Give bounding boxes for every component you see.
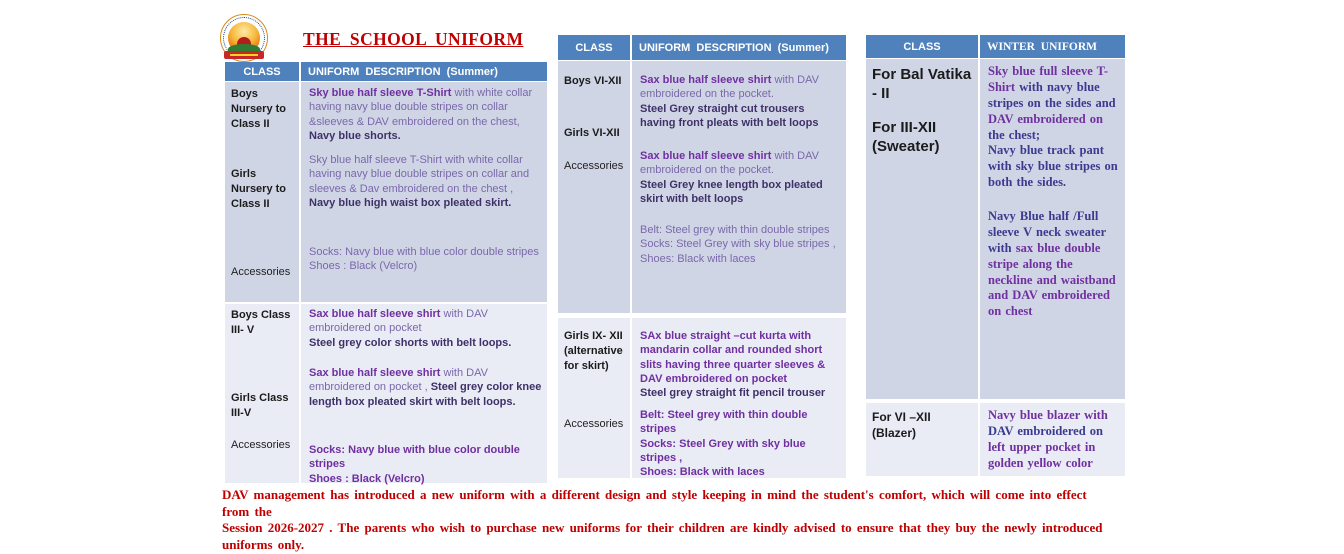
description-cell [980, 403, 1125, 476]
uniform-description [309, 307, 542, 350]
description-cell [301, 82, 547, 302]
class-label: Boys VI-XII [564, 75, 622, 87]
text-line: Steel Grey straight cut trousers having front pleats with belt loops [640, 102, 819, 129]
text-line: Steel grey straight fit pencil trouser [640, 387, 826, 400]
class-cell [225, 82, 299, 302]
class-label: Accessories [564, 418, 624, 430]
description-cell [632, 318, 846, 478]
winter-description [988, 209, 1120, 320]
table-header-row [558, 35, 846, 60]
class-label: Boys Nursery to Class II [231, 88, 287, 130]
text-line [640, 73, 841, 102]
text-line: Socks: Navy blue with blue color double stripes [309, 444, 520, 471]
uniform-description [309, 86, 542, 143]
text-line: Shoes: Black with laces [640, 466, 765, 479]
winter-column-header: WINTER UNIFORM [980, 35, 1125, 58]
text-run: Navy blue blazer with [988, 408, 1108, 422]
text-line: Socks: Navy blue with blue color double stripes [309, 246, 539, 258]
class-label: Accessories [231, 266, 291, 278]
description-cell [632, 61, 846, 313]
text-run: Sax blue half sleeve shirt [309, 367, 441, 379]
description-cell [980, 59, 1125, 399]
logo-ribbon [224, 51, 264, 59]
class-label: Accessories [564, 160, 624, 172]
uniform-description [640, 73, 841, 130]
accessories-description [640, 408, 841, 479]
class-cell [558, 61, 630, 313]
logo-sunrise-emblem [228, 22, 260, 54]
class-cell [558, 318, 630, 478]
text-run: Sky blue full sleeve T-Shirt [988, 64, 1108, 94]
text-line: Shoes : Black (Velcro) [309, 472, 425, 485]
accessories-description [309, 245, 542, 274]
text-run: Sky blue half sleeve T-Shirt with white collar having navy blue double stripes on collar and sleeves & Dav embroidered on the chest , [309, 154, 530, 195]
accessories-description [640, 223, 841, 266]
text-line: Steel grey color shorts with belt loops. [309, 336, 512, 349]
text-run: Sky blue half sleeve T-Shirt [309, 87, 452, 99]
text-line [309, 307, 542, 336]
footer-line: uniforms only. [222, 536, 305, 552]
footer-line: DAV management has introduced a new uniform with a different design and style keeping in mind the student's comfort, which will come into effect from the [222, 487, 1087, 519]
text-run: Sax blue half sleeve shirt [640, 150, 772, 162]
text-line: SAx blue straight –cut kurta with mandarin collar and rounded short slits having three quarter sleeves & DAV embroidered on pocket [640, 330, 826, 385]
text-line: Steel Grey knee length box pleated skirt with belt loops [640, 178, 823, 205]
row-group-ix-xii-kurta [558, 318, 846, 478]
uniform-description [640, 149, 841, 206]
table-header-row [225, 62, 547, 81]
text-run: DAV embroidered on [988, 423, 1103, 438]
class-label: Girls Class III-V [231, 392, 289, 419]
text-line: Shoes: Black with laces [640, 252, 756, 265]
class-label: Girls Nursery to Class II [231, 168, 287, 210]
text-line [640, 149, 841, 178]
text-run: with navy blue stripes on the sides and [988, 79, 1116, 110]
page-title: THE SCHOOL UNIFORM [303, 29, 524, 49]
class-label: Girls VI-XII [564, 127, 620, 139]
text-run: with DAV embroidered on pocket [309, 308, 488, 335]
class-cell [225, 304, 299, 483]
text-run: Steel grey color knee length box pleated skirt with belt loops. [309, 381, 542, 408]
class-column-header: CLASS [225, 62, 299, 81]
text-line: Socks: Steel Grey with sky blue stripes , [640, 437, 806, 464]
text-run: with DAV embroidered on the pocket. [640, 74, 819, 101]
class-label: Boys Class III- V [231, 309, 291, 336]
text-line: Navy blue track pant with sky blue stripes on both the sides. [988, 143, 1118, 190]
row-group-winter-blazer [866, 403, 1125, 476]
table-winter-uniform [866, 35, 1125, 476]
uniform-description [309, 153, 542, 210]
text-run: Sax blue half sleeve shirt [640, 74, 772, 86]
text-run: Sax blue half sleeve shirt [309, 308, 441, 320]
text-run: the chest; [988, 127, 1041, 142]
footer-line: Session 2026-2027 . The parents who wish to purchase new uniforms for their children are kindly advised to ensure that they buy the newly introduced [222, 520, 1103, 536]
text-line: Shoes : Black (Velcro) [309, 260, 418, 273]
class-column-header: CLASS [866, 35, 978, 58]
uniform-description [640, 329, 841, 400]
school-logo [220, 14, 268, 62]
class-label: For VI –XII (Blazer) [872, 410, 931, 441]
text-run: Navy blue high waist box pleated skirt. [309, 196, 512, 209]
uniform-description [309, 366, 542, 409]
row-group-iii-v [225, 304, 547, 483]
table-header-row [866, 35, 1125, 58]
winter-description [988, 64, 1120, 191]
accessories-description [309, 443, 542, 486]
text-line: Belt: Steel grey with thin double stripes [640, 409, 808, 436]
class-label: Accessories [231, 439, 291, 451]
class-label: For III-XII (Sweater) [872, 119, 940, 155]
text-run: with white collar having navy blue double stripes on collar &sleeves & DAV embroidered on the chest, [309, 87, 533, 128]
footer-note [222, 487, 1112, 554]
text-run: Navy blue shorts. [309, 129, 401, 142]
text-line: Belt: Steel grey with thin double stripes [640, 224, 830, 236]
text-run: with DAV embroidered on the pocket. [640, 150, 819, 177]
class-cell [866, 403, 978, 476]
text-run: Navy Blue half /Full sleeve V neck sweater with [988, 209, 1106, 255]
row-group-nursery-ii [225, 82, 547, 302]
description-column-header: UNIFORM DESCRIPTION (Summer) [632, 35, 846, 60]
text-run: sax blue double stripe along the neckline and waistband and DAV embroidered on chest [988, 240, 1116, 319]
class-cell [866, 59, 978, 399]
table-summer-vi-to-xii [558, 35, 846, 478]
class-label: Girls IX- XII (alternative for skirt) [564, 330, 623, 372]
text-run: with DAV embroidered on pocket , [309, 367, 488, 394]
text-run: left upper pocket in golden yellow color [988, 439, 1096, 470]
row-group-vi-xii [558, 61, 846, 313]
text-run: DAV embroidered on [988, 111, 1103, 126]
winter-description [988, 408, 1120, 472]
class-column-header: CLASS [558, 35, 630, 60]
text-line [988, 64, 1120, 143]
text-line: Socks: Steel Grey with sky blue stripes , [640, 238, 836, 251]
description-column-header: UNIFORM DESCRIPTION (Summer) [301, 62, 547, 81]
description-cell [301, 304, 547, 483]
table-summer-nursery-to-v [225, 62, 547, 483]
row-group-winter-sweater [866, 59, 1125, 399]
class-label: For Bal Vatika - II [872, 66, 972, 102]
